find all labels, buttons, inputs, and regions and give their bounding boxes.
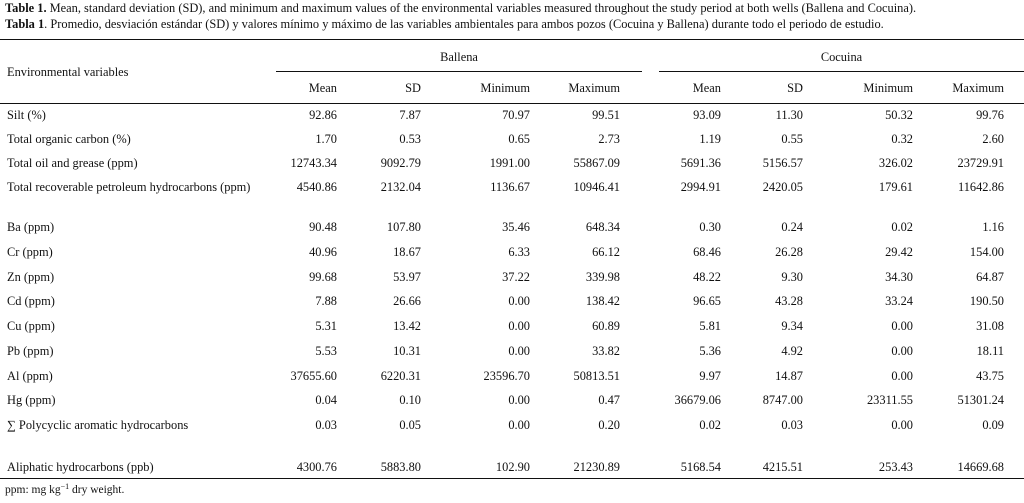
value-cell: 2.60 (982, 132, 1004, 146)
ballena-group-rule (276, 71, 642, 72)
value-cell: 90.48 (309, 220, 337, 234)
value-cell: 0.32 (891, 132, 913, 146)
value-cell: 0.03 (781, 418, 803, 432)
value-cell: 92.86 (309, 108, 337, 122)
value-cell: 55867.09 (573, 156, 620, 170)
value-cell: 37655.60 (290, 369, 337, 383)
value-cell: 60.89 (592, 319, 620, 333)
variable-name: Cd (ppm) (7, 294, 55, 308)
value-cell: 0.04 (315, 393, 337, 407)
value-cell: 51301.24 (957, 393, 1004, 407)
value-cell: 26.28 (775, 245, 803, 259)
value-cell: 14.87 (775, 369, 803, 383)
variable-name: Total recoverable petroleum hydrocarbons (ppm) (7, 180, 251, 194)
value-cell: 50.32 (885, 108, 913, 122)
value-cell: 179.61 (878, 180, 913, 194)
value-cell: 50813.51 (573, 369, 620, 383)
value-cell: 37.22 (502, 270, 530, 284)
value-cell: 70.97 (502, 108, 530, 122)
table-top-rule (0, 39, 1024, 40)
value-cell: 0.30 (699, 220, 721, 234)
row-header: Environmental variables (7, 65, 129, 79)
value-cell: 34.30 (885, 270, 913, 284)
value-cell: 0.10 (399, 393, 421, 407)
value-cell: 5156.57 (762, 156, 803, 170)
value-cell: 96.65 (693, 294, 721, 308)
value-cell: 0.00 (508, 344, 530, 358)
value-cell: 1.16 (982, 220, 1004, 234)
value-cell: 9.97 (699, 369, 721, 383)
column-header: SD (405, 81, 421, 95)
value-cell: 2994.91 (680, 180, 721, 194)
value-cell: 0.00 (508, 294, 530, 308)
group-header-ballena: Ballena (440, 50, 478, 64)
value-cell: 14669.68 (957, 460, 1004, 474)
value-cell: 138.42 (585, 294, 620, 308)
variable-name: Pb (ppm) (7, 344, 54, 358)
value-cell: 1991.00 (489, 156, 530, 170)
table-bottom-rule (0, 478, 1024, 479)
variable-name: Ba (ppm) (7, 220, 55, 234)
value-cell: 0.24 (781, 220, 803, 234)
value-cell: 43.75 (976, 369, 1004, 383)
value-cell: 7.88 (315, 294, 337, 308)
value-cell: 18.67 (393, 245, 421, 259)
column-header: Minimum (863, 81, 913, 95)
value-cell: 4300.76 (296, 460, 337, 474)
variable-name: Aliphatic hydrocarbons (ppb) (7, 460, 154, 474)
value-cell: 2132.04 (380, 180, 421, 194)
variable-name: Cr (ppm) (7, 245, 53, 259)
variable-name: Total organic carbon (%) (7, 132, 131, 146)
value-cell: 0.02 (699, 418, 721, 432)
value-cell: 648.34 (585, 220, 620, 234)
value-cell: 0.00 (891, 344, 913, 358)
variable-name: Al (ppm) (7, 369, 53, 383)
value-cell: 99.76 (976, 108, 1004, 122)
value-cell: 4540.86 (296, 180, 337, 194)
value-cell: 0.00 (891, 319, 913, 333)
value-cell: 40.96 (309, 245, 337, 259)
value-cell: 0.00 (508, 418, 530, 432)
value-cell: 31.08 (976, 319, 1004, 333)
footnote-superscript: −1 (60, 482, 70, 491)
variable-name: ∑ Polycyclic aromatic hydrocarbons (7, 418, 189, 432)
value-cell: 5883.80 (380, 460, 421, 474)
column-header: Maximum (568, 81, 620, 95)
value-cell: 48.22 (693, 270, 721, 284)
value-cell: 0.00 (891, 369, 913, 383)
value-cell: 99.51 (592, 108, 620, 122)
value-cell: 1.70 (315, 132, 337, 146)
value-cell: 66.12 (592, 245, 620, 259)
value-cell: 64.87 (976, 270, 1004, 284)
value-cell: 6.33 (508, 245, 530, 259)
footnote-suffix: dry weight. (69, 484, 125, 496)
value-cell: 9092.79 (380, 156, 421, 170)
value-cell: 0.20 (598, 418, 620, 432)
value-cell: 1.19 (699, 132, 721, 146)
value-cell: 93.09 (693, 108, 721, 122)
value-cell: 23311.55 (866, 393, 913, 407)
value-cell: 36679.06 (674, 393, 721, 407)
value-cell: 326.02 (878, 156, 913, 170)
value-cell: 23729.91 (957, 156, 1004, 170)
value-cell: 12743.34 (290, 156, 337, 170)
value-cell: 8747.00 (762, 393, 803, 407)
value-cell: 0.00 (891, 418, 913, 432)
value-cell: 11642.86 (957, 180, 1004, 194)
value-cell: 107.80 (386, 220, 421, 234)
value-cell: 0.55 (781, 132, 803, 146)
value-cell: 23596.70 (483, 369, 530, 383)
variable-name: Silt (%) (7, 108, 46, 122)
value-cell: 5.31 (315, 319, 337, 333)
group-header-cocuina: Cocuina (820, 50, 863, 64)
variable-name: Zn (ppm) (7, 270, 55, 284)
caption-text: Mean, standard deviation (SD), and minimum and maximum values of the environmental variables measured throughout the study period at both wells (Ballena and Cocuina). (46, 1, 917, 15)
value-cell: 5.53 (315, 344, 337, 358)
header-bottom-rule (0, 103, 1024, 104)
value-cell: 33.24 (885, 294, 913, 308)
value-cell: 0.00 (508, 319, 530, 333)
value-cell: 10.31 (393, 344, 421, 358)
value-cell: 68.46 (693, 245, 721, 259)
value-cell: 190.50 (969, 294, 1004, 308)
value-cell: 0.05 (399, 418, 421, 432)
value-cell: 13.42 (393, 319, 421, 333)
variable-name: Hg (ppm) (7, 393, 56, 407)
value-cell: 0.02 (891, 220, 913, 234)
value-cell: 0.47 (598, 393, 620, 407)
table-footnote (5, 484, 124, 496)
table-caption-english (5, 1, 916, 16)
value-cell: 339.98 (585, 270, 620, 284)
caption-text: . Promedio, desviación estándar (SD) y valores mínimo y máximo de las variables ambientales para ambos pozos (Cocuina y Ballena) durante todo el periodo de estudio. (44, 17, 884, 31)
value-cell: 99.68 (309, 270, 337, 284)
value-cell: 2420.05 (762, 180, 803, 194)
value-cell: 102.90 (495, 460, 530, 474)
value-cell: 21230.89 (573, 460, 620, 474)
table-caption-spanish (5, 17, 884, 32)
value-cell: 0.03 (315, 418, 337, 432)
value-cell: 35.46 (502, 220, 530, 234)
value-cell: 9.30 (781, 270, 803, 284)
footnote-prefix: ppm: mg kg (5, 484, 61, 496)
value-cell: 6220.31 (380, 369, 421, 383)
column-header: Minimum (480, 81, 530, 95)
value-cell: 1136.67 (490, 180, 530, 194)
cocuina-group-rule (659, 71, 1024, 72)
value-cell: 154.00 (969, 245, 1004, 259)
value-cell: 26.66 (393, 294, 421, 308)
value-cell: 4.92 (781, 344, 803, 358)
value-cell: 5691.36 (680, 156, 721, 170)
value-cell: 0.65 (508, 132, 530, 146)
value-cell: 5.81 (699, 319, 721, 333)
column-header: Mean (692, 81, 721, 95)
column-header: Mean (308, 81, 337, 95)
caption-label: Tabla 1 (5, 17, 45, 31)
value-cell: 0.09 (982, 418, 1004, 432)
column-header: SD (787, 81, 803, 95)
variable-name: Cu (ppm) (7, 319, 55, 333)
value-cell: 253.43 (878, 460, 913, 474)
value-cell: 5.36 (699, 344, 721, 358)
value-cell: 10946.41 (573, 180, 620, 194)
value-cell: 33.82 (592, 344, 620, 358)
value-cell: 0.00 (508, 393, 530, 407)
value-cell: 18.11 (976, 344, 1004, 358)
value-cell: 7.87 (399, 108, 421, 122)
value-cell: 5168.54 (680, 460, 721, 474)
column-header: Maximum (952, 81, 1004, 95)
value-cell: 2.73 (598, 132, 620, 146)
value-cell: 0.53 (399, 132, 421, 146)
caption-label: Table 1. (5, 1, 47, 15)
value-cell: 43.28 (775, 294, 803, 308)
value-cell: 11.30 (775, 108, 803, 122)
variable-name: Total oil and grease (ppm) (7, 156, 138, 170)
value-cell: 9.34 (781, 319, 803, 333)
value-cell: 4215.51 (762, 460, 803, 474)
value-cell: 53.97 (393, 270, 421, 284)
value-cell: 29.42 (885, 245, 913, 259)
